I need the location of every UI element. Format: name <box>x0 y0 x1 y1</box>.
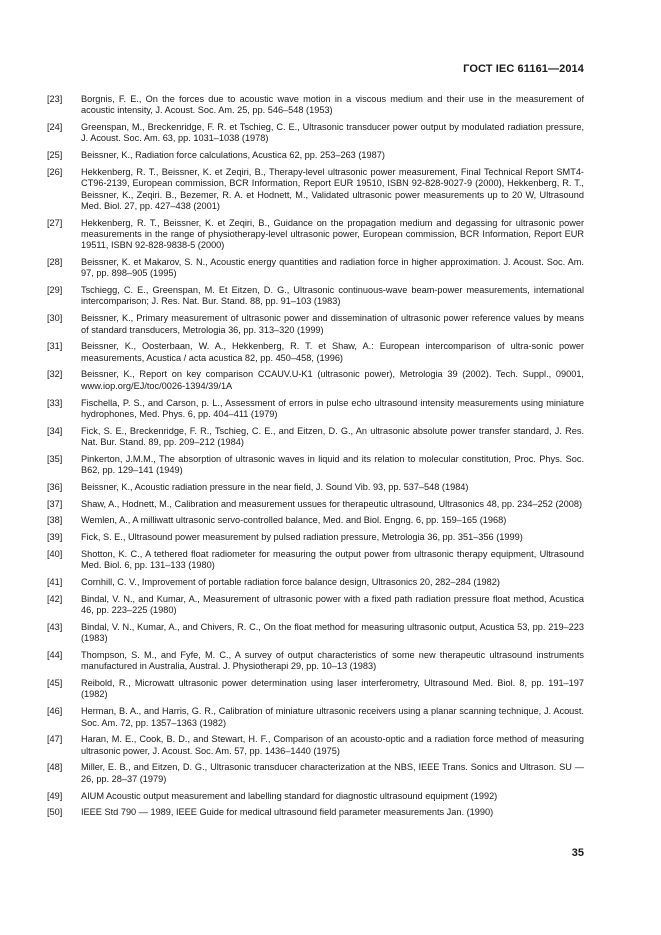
reference-text: Hekkenberg, R. T., Beissner, K. et Zeqiri, B., Therapy-level ultrasonic power measurement, Final Technical Report SMT4-CT96-2139, European commission, BCR Information, Report EUR 19510, ISBN 92-828-9027-9 (2000), Hekkenberg, R. T., Beissner, K., Zeqiri. B., Bezemer, R. A. et Hodnett, M., Validated ultrasonic power measurements up to 20 W, Ultrasound Med. Biol. 27, pp. 427–438 (2001) <box>81 166 584 211</box>
reference-text: Fick, S. E., Ultrasound power measurement by pulsed radiation pressure, Metrologia 36, pp. 351–356 (1999) <box>81 532 523 543</box>
reference-number: [39] <box>47 532 63 543</box>
reference-item <box>47 594 584 617</box>
reference-item <box>47 515 584 526</box>
reference-number: [25] <box>47 150 63 161</box>
page-number: 35 <box>571 847 584 859</box>
reference-text: Shaw, A., Hodnett, M., Calibration and measurement ussues for therapeutic ultrasound, Ultrasonics 48, pp. 234–252 (2008) <box>81 498 583 509</box>
reference-item <box>47 678 584 701</box>
reference-number: [36] <box>47 481 63 492</box>
reference-number: [50] <box>47 807 63 818</box>
reference-text: Tschiegg, C. E., Greenspan, M. Et Eitzen, D. G., Ultrasonic continuous-wave beam-power measurements, international intercomparison; J. Res. Nat. Bur. Stand. 88, pp. 91–103 (1983) <box>81 285 584 307</box>
reference-item <box>47 482 584 493</box>
reference-text: Greenspan, M., Breckenridge, F. R. et Tschieg, C. E., Ultrasonic transducer power output by modulated radiation pressure, J. Acoust. Soc. Am. 63, pp. 1031–1038 (1978) <box>81 122 584 144</box>
reference-item <box>47 791 584 802</box>
reference-number: [23] <box>47 94 63 104</box>
reference-text: Beissner, K., Primary measurement of ultrasonic power and dissemination of ultrasonic power reference values by means of standard transducers, Metrologia 36, pp. 313–320 (1999) <box>81 313 584 335</box>
reference-item <box>47 257 584 280</box>
reference-number: [45] <box>47 678 63 689</box>
reference-item <box>47 122 584 145</box>
reference-number: [40] <box>47 549 63 559</box>
reference-text: Bindal, V. N., Kumar, A., and Chivers, R. C., On the float method for measuring ultrasonic output, Acustica 53, pp. 219–223 (1983) <box>81 621 584 644</box>
reference-item <box>47 499 584 510</box>
reference-text: Bindal, V. N., and Kumar, A., Measurement of ultrasonic power with a fixed path radiation pressure float method, Acustica 46, pp. 223–225 (1980) <box>81 593 584 616</box>
reference-item <box>47 150 584 161</box>
reference-text: AIUM Acoustic output measurement and labelling standard for diagnostic ultrasound equipment (1992) <box>81 790 498 801</box>
reference-item <box>47 549 584 572</box>
reference-item <box>47 218 584 252</box>
reference-number: [35] <box>47 453 63 464</box>
reference-text: Beissner, K. et Makarov, S. N., Acoustic energy quantities and radiation force in higher approximation. J. Acoust. Soc. Am. 97, pp. 898–905 (1995) <box>81 257 584 279</box>
reference-item <box>47 762 584 785</box>
reference-item <box>47 706 584 729</box>
reference-number: [43] <box>47 621 63 632</box>
reference-text: Herman, B. A., and Harris, G. R., Calibration of miniature ultrasonic receivers using a planar scanning technique, J. Acoust. Soc. Am. 72, pp. 1357–1363 (1982) <box>81 706 584 728</box>
reference-item <box>47 313 584 336</box>
reference-number: [47] <box>47 734 63 745</box>
reference-number: [30] <box>47 313 63 324</box>
reference-item <box>47 94 584 117</box>
reference-text: Beissner, K., Acoustic radiation pressure in the near field, J. Sound Vib. 93, pp. 537–548 (1984) <box>81 481 469 492</box>
reference-number: [34] <box>47 425 63 436</box>
reference-text: Pinkerton, J.M.M., The absorption of ultrasonic waves in liquid and its relation to molecular constitution, Proc. Phys. Soc. B62, pp. 129–141 (1949) <box>81 453 584 476</box>
reference-item <box>47 577 584 588</box>
reference-number: [31] <box>47 341 63 352</box>
reference-number: [48] <box>47 762 63 773</box>
reference-text: Beissner, K., Report on key comparison CCAUV.U-K1 (ultrasonic power), Metrologia 39 (2002). Tech. Suppl., 09001, www.iop.org/EJ/toc/0026-1394/39/1A <box>81 369 584 391</box>
reference-number: [33] <box>47 397 63 408</box>
reference-text: Haran, M. E., Cook, B. D., and Stewart, H. F., Comparison of an acousto-optic and a radiation force method of measuring ultrasonic power, J. Acoust. Soc. Am. 57, pp. 1436–1440 (1975) <box>81 734 584 756</box>
reference-text: Beissner, K., Oosterbaan, W. A., Hekkenberg, R. T. et Shaw, A.: European intercomparison of ultra-sonic power measurements, Acustica / acta acustica 82, pp. 450–458, (1996) <box>81 341 584 363</box>
reference-text: Thompson, S. M., and Fyfe, M. C., A survey of output characteristics of some new therapeutic ultrasound instruments manufactured in Australia, Austral. J. Physiotherapi 29, pp. 10–13 (1983) <box>81 650 584 672</box>
reference-number: [42] <box>47 593 63 604</box>
reference-item <box>47 532 584 543</box>
reference-item <box>47 167 584 212</box>
reference-number: [49] <box>47 790 63 801</box>
reference-text: Fischella, P. S., and Carson, p. L., Assessment of errors in pulse echo ultrasound intensity measurements using miniature hydrophones, Med. Phys. 6, pp. 404–411 (1979) <box>81 397 584 419</box>
reference-number: [41] <box>47 577 63 588</box>
reference-text: IEEE Std 790 — 1989, IEEE Guide for medical ultrasound field parameter measurements Jan. (1990) <box>81 807 494 818</box>
reference-item <box>47 341 584 364</box>
standard-header: ГОСТ IEC 61161—2014 <box>463 63 584 75</box>
reference-number: [32] <box>47 369 63 380</box>
reference-number: [29] <box>47 285 63 296</box>
reference-number: [26] <box>47 166 63 177</box>
reference-text: Miller, E. B., and Eitzen, D. G., Ultrasonic transducer characterization at the NBS, IEEE Trans. Sonics and Ultrason. SU — 26, pp. 28–37 (1979) <box>81 762 584 784</box>
reference-number: [46] <box>47 706 63 717</box>
reference-item <box>47 426 584 449</box>
reference-item <box>47 807 584 818</box>
reference-number: [44] <box>47 650 63 661</box>
reference-number: [28] <box>47 257 63 268</box>
reference-item <box>47 285 584 308</box>
reference-number: [27] <box>47 217 63 228</box>
reference-text: Cornhill, C. V., Improvement of portable radiation force balance design, Ultrasonics 20, 282–284 (1982) <box>81 577 500 588</box>
reference-text: Reibold, R., Microwatt ultrasonic power determination using laser interferometry, Ultrasound Med. Biol. 8, pp. 191–197 (1982) <box>81 678 584 700</box>
reference-text: Borgnis, F. E., On the forces due to acoustic wave motion in a viscous medium and their use in the measurement of acoustic intensity, J. Acoust. Soc. Am. 25, pp. 546–548 (1953) <box>81 94 584 116</box>
reference-item <box>47 454 584 477</box>
reference-item <box>47 650 584 673</box>
reference-item <box>47 398 584 421</box>
reference-number: [38] <box>47 515 63 526</box>
reference-text: Wemlen, A., A milliwatt ultrasonic servo-controlled balance, Med. and Biol. Engng. 6, pp. 159–165 (1968) <box>81 515 507 526</box>
reference-text: Fick, S. E., Breckenridge, F. R., Tschieg, C. E., and Eitzen, D. G., An ultrasonic absolute power transfer standard, J. Res. Nat. Bur. Stand. 89, pp. 209–212 (1984) <box>81 425 584 447</box>
reference-list <box>47 94 584 819</box>
reference-item <box>47 369 584 392</box>
reference-number: [24] <box>47 122 63 133</box>
reference-number: [37] <box>47 498 63 509</box>
reference-item <box>47 622 584 645</box>
reference-text: Beissner, K., Radiation force calculations, Acustica 62, pp. 253–263 (1987) <box>81 150 385 161</box>
reference-item <box>47 734 584 757</box>
reference-text: Shotton, K. C., A tethered float radiometer for measuring the output power from ultrasonic therapy equipment, Ultrasound Med. Biol. 6, pp. 131–133 (1980) <box>81 549 584 571</box>
reference-text: Hekkenberg, R. T., Beissner, K. et Zeqiri, B., Guidance on the propagation medium and degassing for ultrasonic power measurements in the range of physiotherapy-level ultrasonic power, European commission, BCR Information, Report EUR 19511, ISBN 92-828-9838-5 (2000) <box>81 217 584 251</box>
